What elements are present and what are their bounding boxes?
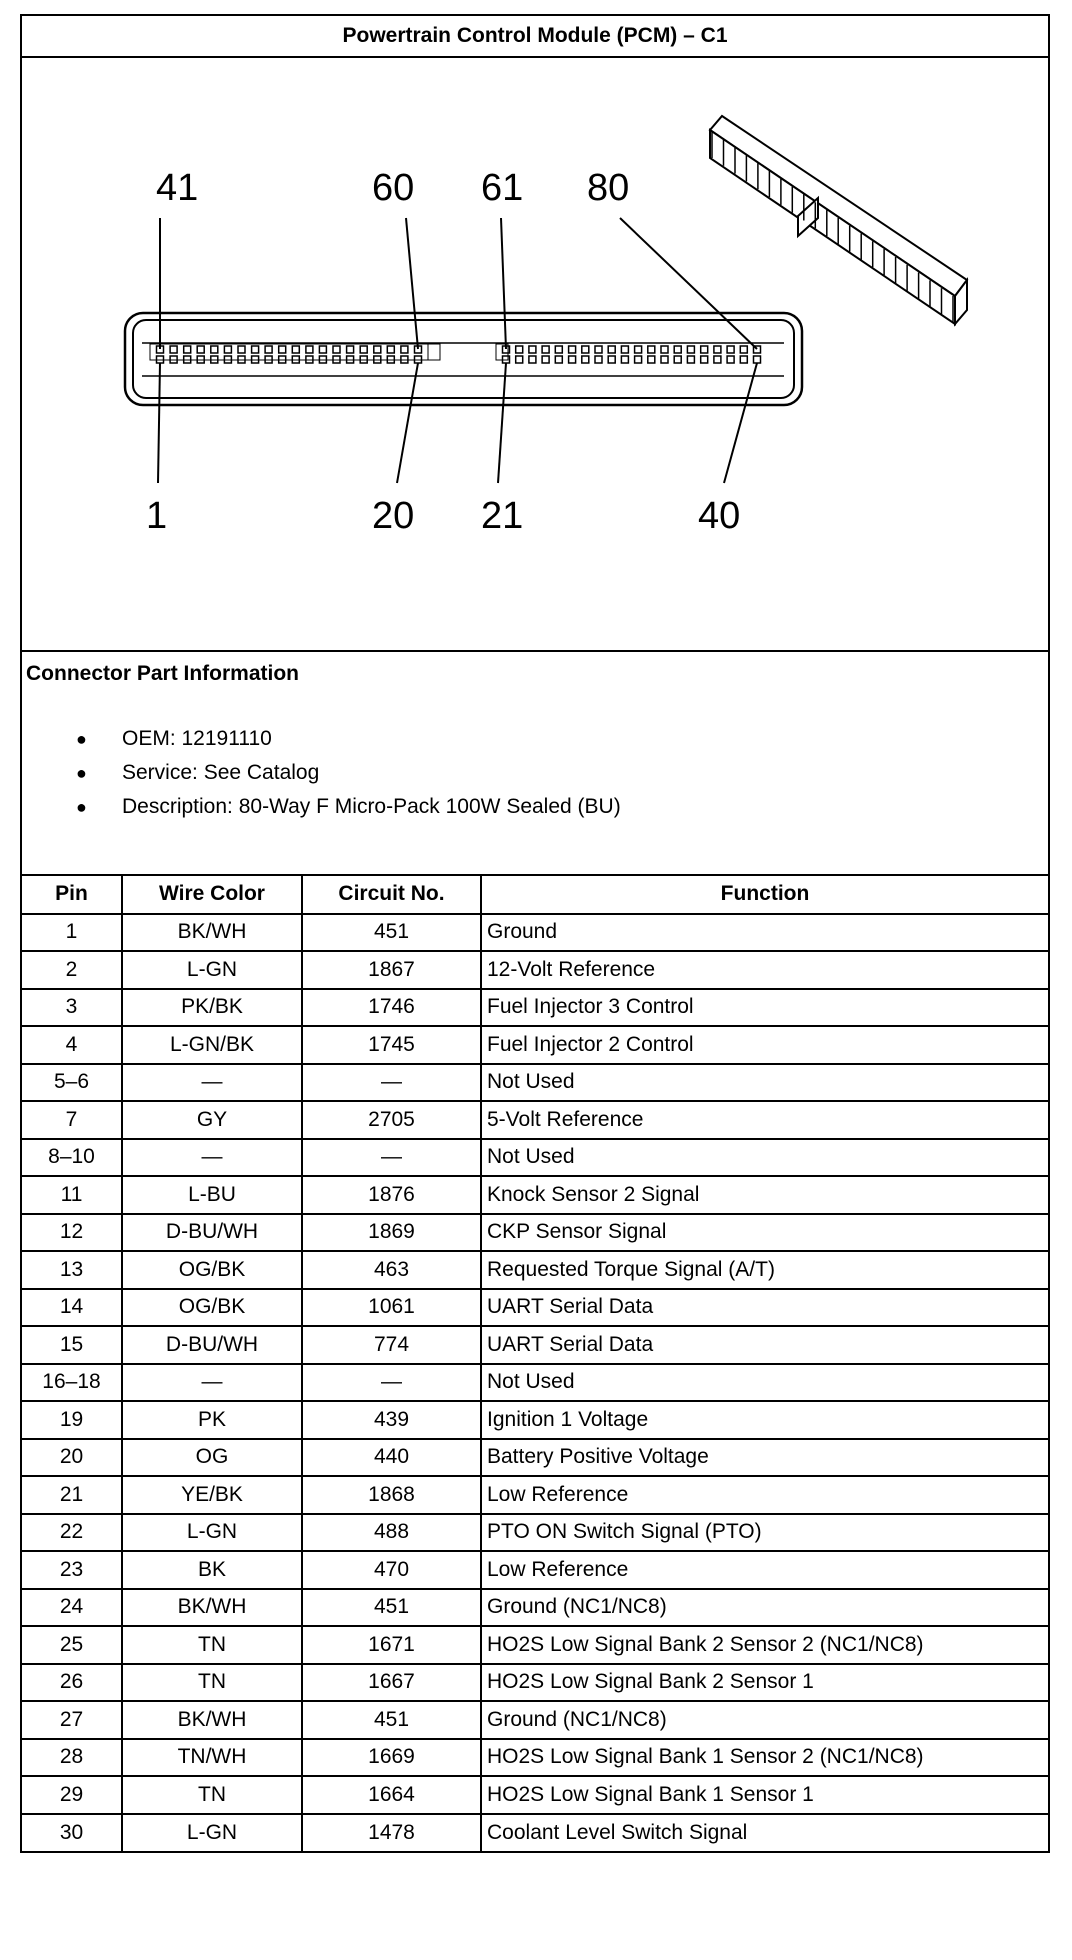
cell-wire-color: PK — [122, 1401, 302, 1439]
cell-wire-color: TN/WH — [122, 1739, 302, 1777]
cell-wire-color: PK/BK — [122, 989, 302, 1027]
cell-wire-color: D-BU/WH — [122, 1326, 302, 1364]
cell-circuit-no: 1061 — [302, 1289, 481, 1327]
cell-circuit-no: 1868 — [302, 1476, 481, 1514]
connector-part-info — [22, 652, 1048, 876]
cell-wire-color: BK/WH — [122, 1701, 302, 1739]
table-row — [22, 1776, 1048, 1814]
cell-function: Fuel Injector 2 Control — [481, 1026, 1048, 1064]
table-row — [22, 1364, 1048, 1402]
cell-function: PTO ON Switch Signal (PTO) — [481, 1514, 1048, 1552]
label-pin-20: 20 — [372, 495, 415, 537]
col-header-circuit-no: Circuit No. — [302, 876, 481, 914]
table-row — [22, 1739, 1048, 1777]
col-header-function: Function — [481, 876, 1048, 914]
cell-circuit-no: 451 — [302, 1589, 481, 1627]
cell-function: Ground — [481, 914, 1048, 952]
connector-drawing — [22, 58, 1048, 650]
pinout-table — [22, 876, 1048, 1851]
cell-wire-color: — — [122, 1364, 302, 1402]
cell-wire-color: L-GN/BK — [122, 1026, 302, 1064]
cell-wire-color: BK/WH — [122, 914, 302, 952]
cell-pin: 24 — [22, 1589, 122, 1627]
cell-circuit-no: 440 — [302, 1439, 481, 1477]
table-row — [22, 1664, 1048, 1702]
cell-function: HO2S Low Signal Bank 2 Sensor 2 (NC1/NC8) — [481, 1626, 1048, 1664]
cell-function: 12-Volt Reference — [481, 951, 1048, 989]
label-pin-61: 61 — [481, 167, 524, 209]
cell-pin: 1 — [22, 914, 122, 952]
cell-function: Ground (NC1/NC8) — [481, 1589, 1048, 1627]
cell-pin: 14 — [22, 1289, 122, 1327]
cell-wire-color: TN — [122, 1664, 302, 1702]
cell-circuit-no: 1869 — [302, 1214, 481, 1252]
table-row — [22, 1626, 1048, 1664]
table-row — [22, 1476, 1048, 1514]
connector-iso-illustration — [710, 116, 967, 324]
cell-circuit-no: 774 — [302, 1326, 481, 1364]
table-row — [22, 1589, 1048, 1627]
cell-function: 5-Volt Reference — [481, 1101, 1048, 1139]
info-item-text: Description: 80-Way F Micro-Pack 100W Sealed (BU) — [122, 795, 621, 818]
cell-circuit-no: 488 — [302, 1514, 481, 1552]
cell-function: Coolant Level Switch Signal — [481, 1814, 1048, 1852]
table-row — [22, 1214, 1048, 1252]
cell-pin: 26 — [22, 1664, 122, 1702]
table-row — [22, 914, 1048, 952]
cell-circuit-no: 1745 — [302, 1026, 481, 1064]
table-row — [22, 989, 1048, 1027]
connector-sheet — [20, 14, 1050, 1853]
cell-circuit-no: 1478 — [302, 1814, 481, 1852]
cell-pin: 11 — [22, 1176, 122, 1214]
cell-pin: 30 — [22, 1814, 122, 1852]
cell-pin: 4 — [22, 1026, 122, 1064]
table-row — [22, 1401, 1048, 1439]
cell-function: Battery Positive Voltage — [481, 1439, 1048, 1477]
label-pin-80: 80 — [587, 167, 630, 209]
page-title: Powertrain Control Module (PCM) – C1 — [22, 16, 1048, 58]
cell-pin: 21 — [22, 1476, 122, 1514]
cell-function: HO2S Low Signal Bank 2 Sensor 1 — [481, 1664, 1048, 1702]
cell-pin: 3 — [22, 989, 122, 1027]
cell-wire-color: — — [122, 1139, 302, 1177]
cell-circuit-no: — — [302, 1139, 481, 1177]
table-row — [22, 1139, 1048, 1177]
cell-function: Knock Sensor 2 Signal — [481, 1176, 1048, 1214]
cell-circuit-no: 1664 — [302, 1776, 481, 1814]
cell-function: HO2S Low Signal Bank 1 Sensor 1 — [481, 1776, 1048, 1814]
bullet-icon: ● — [76, 763, 87, 783]
cell-pin: 13 — [22, 1251, 122, 1289]
cell-wire-color: L-GN — [122, 1814, 302, 1852]
label-pin-41: 41 — [156, 167, 199, 209]
cell-function: Ground (NC1/NC8) — [481, 1701, 1048, 1739]
connector-diagram — [22, 58, 1048, 652]
pinout-table-body — [22, 914, 1048, 1852]
cell-function: Ignition 1 Voltage — [481, 1401, 1048, 1439]
cell-wire-color: TN — [122, 1626, 302, 1664]
cell-circuit-no: 439 — [302, 1401, 481, 1439]
cell-pin: 20 — [22, 1439, 122, 1477]
col-header-pin: Pin — [22, 876, 122, 914]
cell-wire-color: OG — [122, 1439, 302, 1477]
cell-wire-color: OG/BK — [122, 1289, 302, 1327]
cell-circuit-no: 451 — [302, 1701, 481, 1739]
cell-pin: 16–18 — [22, 1364, 122, 1402]
table-row — [22, 1176, 1048, 1214]
table-row — [22, 1326, 1048, 1364]
cell-circuit-no: 1669 — [302, 1739, 481, 1777]
cell-pin: 27 — [22, 1701, 122, 1739]
bullet-icon: ● — [76, 729, 87, 749]
cell-function: Low Reference — [481, 1551, 1048, 1589]
connector-info-heading: Connector Part Information — [26, 662, 300, 685]
cell-pin: 15 — [22, 1326, 122, 1364]
cell-pin: 2 — [22, 951, 122, 989]
info-item-text: Service: See Catalog — [122, 761, 320, 784]
table-row — [22, 1251, 1048, 1289]
table-row — [22, 1026, 1048, 1064]
cell-circuit-no: 1876 — [302, 1176, 481, 1214]
cell-function: CKP Sensor Signal — [481, 1214, 1048, 1252]
cell-wire-color: BK — [122, 1551, 302, 1589]
table-row — [22, 1514, 1048, 1552]
cell-wire-color: L-GN — [122, 1514, 302, 1552]
cell-circuit-no: 1867 — [302, 951, 481, 989]
table-row — [22, 1101, 1048, 1139]
cell-pin: 22 — [22, 1514, 122, 1552]
bullet-icon: ● — [76, 797, 87, 817]
cell-pin: 23 — [22, 1551, 122, 1589]
cell-pin: 19 — [22, 1401, 122, 1439]
label-pin-40: 40 — [698, 495, 741, 537]
cell-wire-color: L-BU — [122, 1176, 302, 1214]
connector-info-list — [76, 722, 621, 824]
iso-connector-top — [710, 116, 967, 296]
table-row — [22, 1439, 1048, 1477]
cell-function: Requested Torque Signal (A/T) — [481, 1251, 1048, 1289]
cell-circuit-no: 1746 — [302, 989, 481, 1027]
cell-function: Low Reference — [481, 1476, 1048, 1514]
cell-pin: 7 — [22, 1101, 122, 1139]
cell-wire-color: L-GN — [122, 951, 302, 989]
cell-pin: 12 — [22, 1214, 122, 1252]
info-item-oem — [76, 722, 621, 756]
cell-function: UART Serial Data — [481, 1326, 1048, 1364]
table-header-row — [22, 876, 1048, 914]
cell-function: HO2S Low Signal Bank 1 Sensor 2 (NC1/NC8) — [481, 1739, 1048, 1777]
table-row — [22, 1289, 1048, 1327]
cell-pin: 28 — [22, 1739, 122, 1777]
table-row — [22, 1064, 1048, 1102]
cell-pin: 5–6 — [22, 1064, 122, 1102]
cell-circuit-no: 470 — [302, 1551, 481, 1589]
cell-function: Not Used — [481, 1064, 1048, 1102]
cell-circuit-no: — — [302, 1064, 481, 1102]
cell-circuit-no: — — [302, 1364, 481, 1402]
label-pin-1: 1 — [146, 495, 168, 537]
cell-pin: 8–10 — [22, 1139, 122, 1177]
cell-wire-color: GY — [122, 1101, 302, 1139]
table-row — [22, 1814, 1048, 1852]
info-item-service — [76, 756, 621, 790]
cell-circuit-no: 2705 — [302, 1101, 481, 1139]
info-item-text: OEM: 12191110 — [122, 727, 272, 750]
cell-circuit-no: 1667 — [302, 1664, 481, 1702]
cell-wire-color: YE/BK — [122, 1476, 302, 1514]
cell-circuit-no: 451 — [302, 914, 481, 952]
cell-wire-color: BK/WH — [122, 1589, 302, 1627]
info-item-description — [76, 790, 621, 824]
table-row — [22, 1701, 1048, 1739]
cell-function: Not Used — [481, 1364, 1048, 1402]
table-row — [22, 951, 1048, 989]
table-row — [22, 1551, 1048, 1589]
label-pin-60: 60 — [372, 167, 415, 209]
cell-pin: 25 — [22, 1626, 122, 1664]
col-header-wire-color: Wire Color — [122, 876, 302, 914]
cell-wire-color: TN — [122, 1776, 302, 1814]
label-pin-21: 21 — [481, 495, 524, 537]
cell-wire-color: — — [122, 1064, 302, 1102]
cell-pin: 29 — [22, 1776, 122, 1814]
cell-function: Fuel Injector 3 Control — [481, 989, 1048, 1027]
cell-wire-color: D-BU/WH — [122, 1214, 302, 1252]
cell-wire-color: OG/BK — [122, 1251, 302, 1289]
cell-function: Not Used — [481, 1139, 1048, 1177]
cell-circuit-no: 1671 — [302, 1626, 481, 1664]
cell-circuit-no: 463 — [302, 1251, 481, 1289]
cell-function: UART Serial Data — [481, 1289, 1048, 1327]
